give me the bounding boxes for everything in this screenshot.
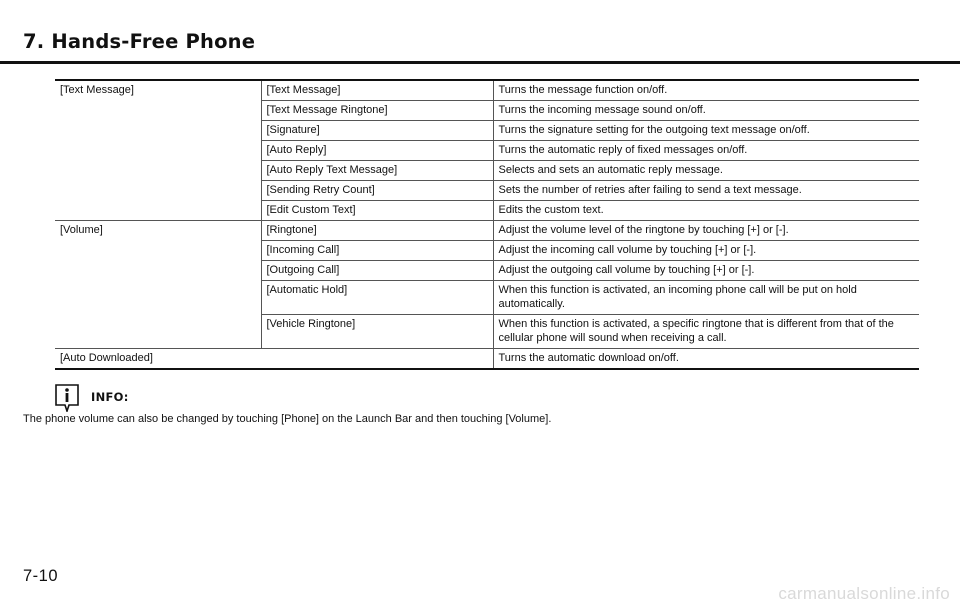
setting-item: [Sending Retry Count] xyxy=(261,181,493,201)
setting-item: [Ringtone] xyxy=(261,221,493,241)
setting-description: Turns the message function on/off. xyxy=(493,80,919,101)
header-rule xyxy=(0,61,960,64)
setting-description: When this function is activated, a specific ringtone that is different from that of the cellular phone will sound when receiving a call. xyxy=(493,315,919,349)
setting-description: Sets the number of retries after failing to send a text message. xyxy=(493,181,919,201)
setting-item: [Text Message Ringtone] xyxy=(261,101,493,121)
setting-description: Adjust the volume level of the ringtone by touching [+] or [-]. xyxy=(493,221,919,241)
group-auto-downloaded: [Auto Downloaded] xyxy=(55,349,493,370)
setting-description: Turns the signature setting for the outgoing text message on/off. xyxy=(493,121,919,141)
info-text: The phone volume can also be changed by touching [Phone] on the Launch Bar and then touching [Volume]. xyxy=(23,413,552,425)
setting-description: Selects and sets an automatic reply message. xyxy=(493,161,919,181)
setting-description: Turns the automatic reply of fixed messages on/off. xyxy=(493,141,919,161)
setting-item: [Outgoing Call] xyxy=(261,261,493,281)
setting-description: Adjust the outgoing call volume by touching [+] or [-]. xyxy=(493,261,919,281)
setting-item: [Edit Custom Text] xyxy=(261,201,493,221)
setting-item: [Vehicle Ringtone] xyxy=(261,315,493,349)
setting-item: [Signature] xyxy=(261,121,493,141)
setting-description: Adjust the incoming call volume by touching [+] or [-]. xyxy=(493,241,919,261)
watermark: carmanualsonline.info xyxy=(778,584,950,603)
page-number: 7-10 xyxy=(23,567,59,585)
info-icon xyxy=(55,384,79,412)
group-text-message: [Text Message] xyxy=(55,80,261,221)
table-row xyxy=(55,221,919,241)
setting-item: [Automatic Hold] xyxy=(261,281,493,315)
setting-description: Turns the automatic download on/off. xyxy=(493,349,919,370)
setting-description: When this function is activated, an incoming phone call will be put on hold automatically. xyxy=(493,281,919,315)
info-label: INFO: xyxy=(91,390,129,404)
chapter-title: 7. Hands-Free Phone xyxy=(23,30,256,53)
setting-item: [Auto Reply] xyxy=(261,141,493,161)
page-header xyxy=(0,0,960,64)
table-row xyxy=(55,349,919,370)
settings-table xyxy=(55,79,919,370)
setting-item: [Text Message] xyxy=(261,80,493,101)
setting-item: [Auto Reply Text Message] xyxy=(261,161,493,181)
info-note xyxy=(55,384,755,414)
setting-description: Edits the custom text. xyxy=(493,201,919,221)
group-volume: [Volume] xyxy=(55,221,261,349)
table-row xyxy=(55,80,919,101)
setting-description: Turns the incoming message sound on/off. xyxy=(493,101,919,121)
setting-item: [Incoming Call] xyxy=(261,241,493,261)
